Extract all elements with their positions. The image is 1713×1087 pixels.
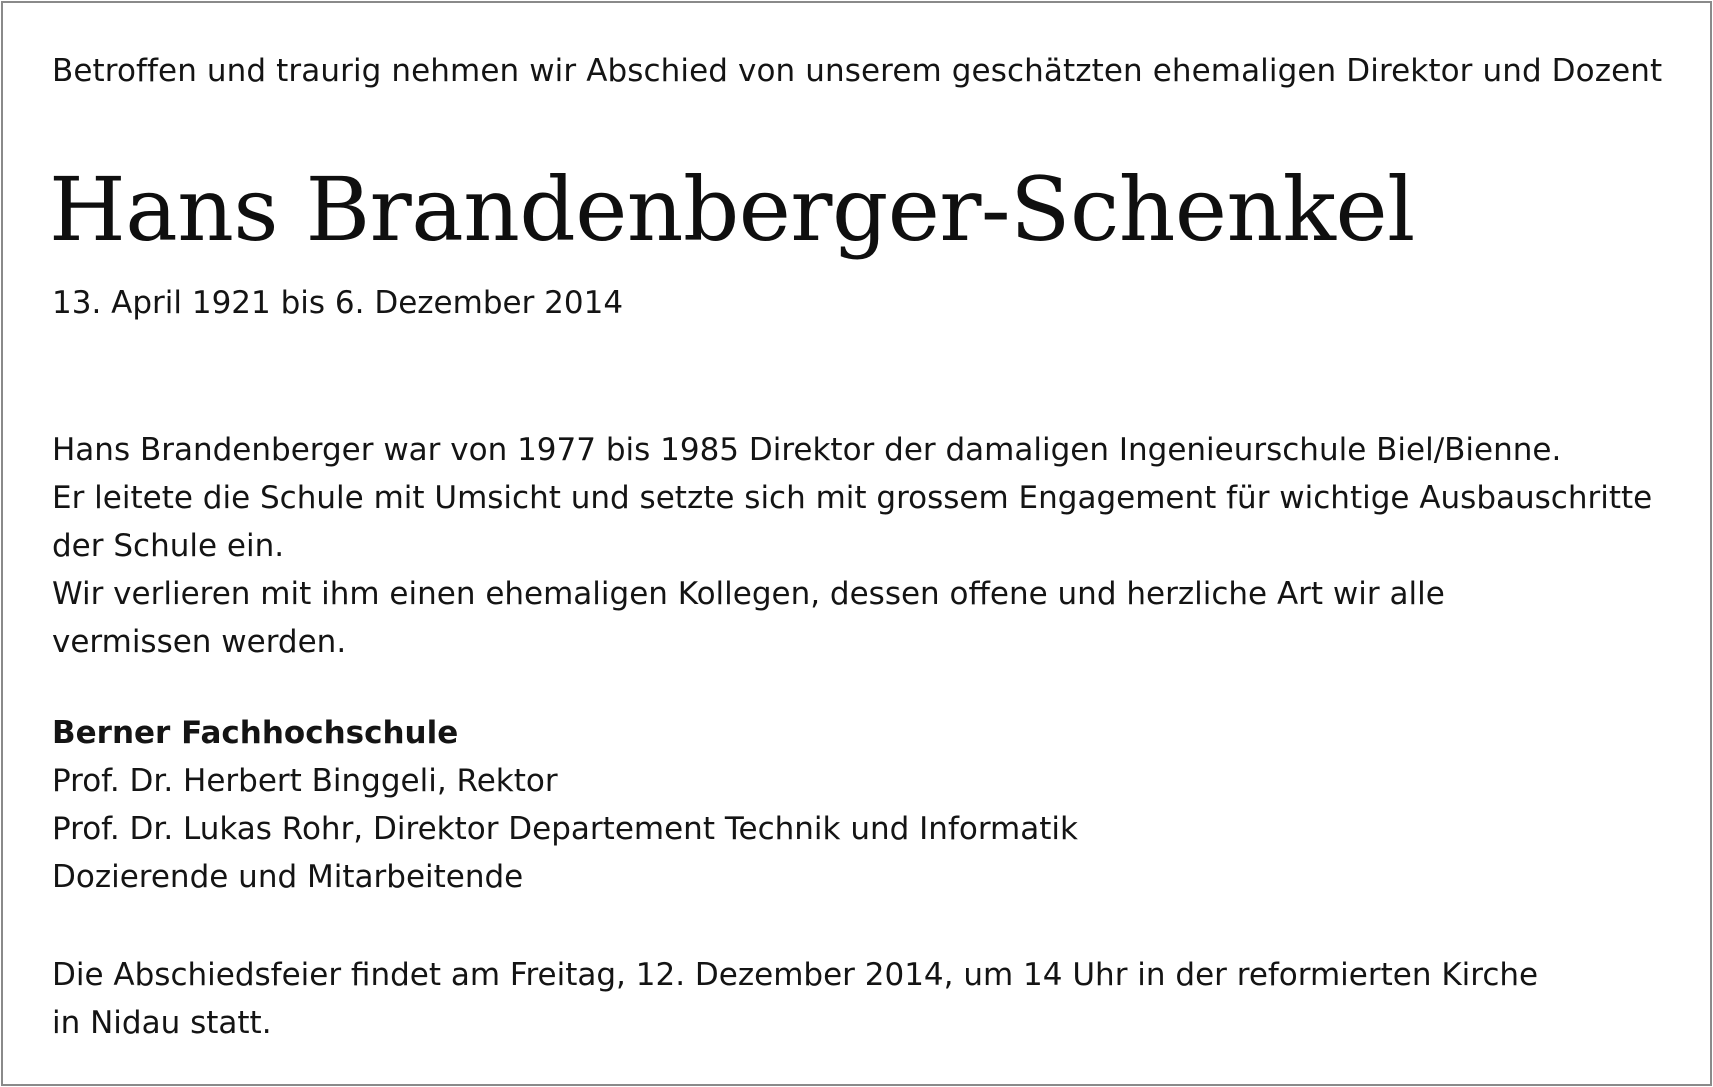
signatory-line: Dozierende und Mitarbeitende [52, 859, 524, 895]
tribute-line: Er leitete die Schule mit Umsicht und setzte sich mit grossem Engagement für wichtige Ausbauschritte [52, 480, 1653, 516]
life-dates: 13. April 1921 bis 6. Dezember 2014 [52, 285, 624, 321]
ceremony-line: Die Abschiedsfeier findet am Freitag, 12. Dezember 2014, um 14 Uhr in der reformierten Kirche [52, 957, 1539, 993]
obituary-frame [1, 1, 1712, 1086]
tribute-line: Wir verlieren mit ihm einen ehemaligen Kollegen, dessen offene und herzliche Art wir alle [52, 576, 1445, 612]
signatory-line: Prof. Dr. Herbert Binggeli, Rektor [52, 763, 558, 799]
deceased-name: Hans Brandenberger-Schenkel [49, 158, 1415, 261]
tribute-line: der Schule ein. [52, 528, 285, 564]
ceremony-line: in Nidau statt. [52, 1005, 272, 1041]
intro-text: Betroffen und traurig nehmen wir Abschied von unserem geschätzten ehemaligen Direktor und Dozent [52, 53, 1663, 89]
ceremony-info [52, 951, 1538, 1047]
signature-block [52, 709, 1078, 901]
tribute-line: vermissen werden. [52, 624, 347, 660]
tribute-line: Hans Brandenberger war von 1977 bis 1985 Direktor der damaligen Ingenieurschule Biel/Bienne. [52, 432, 1562, 468]
tribute-paragraph [52, 426, 1652, 666]
organization-name: Berner Fachhochschule [52, 715, 459, 751]
signatory-line: Prof. Dr. Lukas Rohr, Direktor Departement Technik und Informatik [52, 811, 1078, 847]
